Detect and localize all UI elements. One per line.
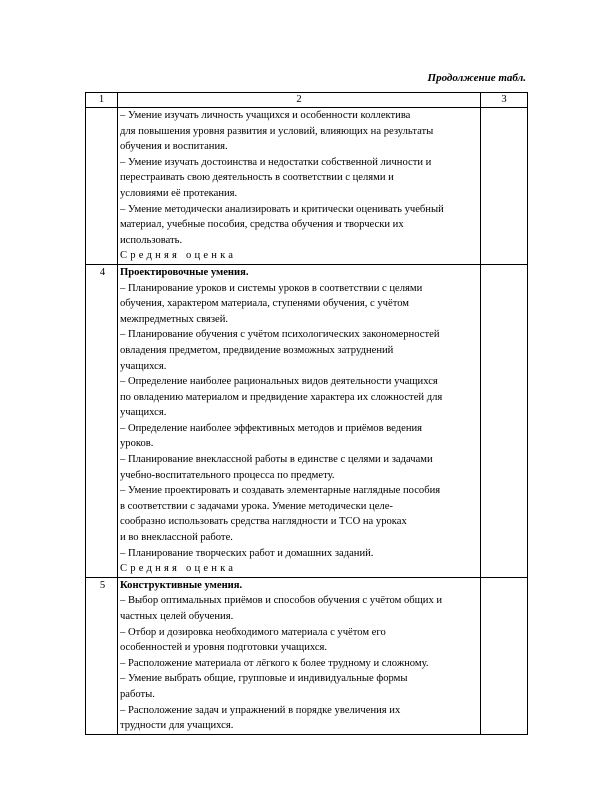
skill-line: – Планирование уроков и системы уроков в соответствии с целями — [120, 282, 423, 294]
row-number: 5 — [86, 577, 118, 734]
skill-line: материал, учебные пособия, средства обучения и творчески их — [120, 219, 404, 231]
skill-line: учащихся. — [120, 360, 167, 372]
row-content — [118, 264, 481, 577]
skill-line: обучения, характером материала, ступенями обучения, с учётом — [120, 298, 410, 310]
skill-line: овладения предметом, предвидение возможных затруднений — [120, 344, 394, 356]
skill-line: – Планирование обучения с учётом психологических закономерностей — [120, 329, 440, 341]
table-header-row — [86, 93, 528, 108]
row-number: 4 — [86, 264, 118, 577]
skill-line: обучения и воспитания. — [120, 141, 228, 153]
skill-line: – Определение наиболее эффективных методов и приёмов ведения — [120, 422, 423, 434]
skill-line: для повышения уровня развития и условий, влияющих на результаты — [120, 125, 434, 137]
skill-line: учащихся. — [120, 407, 167, 419]
skill-line: условиями её протекания. — [120, 187, 238, 199]
skill-line: работы. — [120, 688, 155, 700]
skill-line: и во внеклассной работе. — [120, 532, 233, 544]
skill-line: – Расположение материала от лёгкого к более трудному и сложному. — [120, 657, 429, 669]
skill-line: – Умение выбрать общие, групповые и индивидуальные формы — [120, 673, 408, 685]
column-header-2: 2 — [118, 93, 481, 108]
column-header-3: 3 — [481, 93, 528, 108]
skill-line: межпредметных связей. — [120, 313, 229, 325]
skills-table — [85, 92, 528, 735]
skill-line: – Отбор и дозировка необходимого материала с учётом его — [120, 626, 386, 638]
skill-group-heading: Проектировочные умения. — [120, 266, 249, 278]
skill-line: – Определение наиболее рациональных видов деятельности учащихся — [120, 376, 438, 388]
skill-line: – Умение проектировать и создавать элементарные наглядные пособия — [120, 485, 441, 497]
skill-line: использовать. — [120, 234, 183, 246]
row-content — [118, 108, 481, 265]
row-content — [118, 577, 481, 734]
average-score-label: Средняя оценка — [120, 250, 237, 262]
table-continuation-caption: Продолжение табл. — [427, 72, 526, 84]
row-number — [86, 108, 118, 265]
skill-line: – Умение изучать достоинства и недостатки собственной личности и — [120, 156, 432, 168]
skill-line: перестраивать свою деятельность в соответствии с целями и — [120, 172, 394, 184]
table-row — [86, 577, 528, 734]
skill-line: частных целей обучения. — [120, 611, 234, 622]
skill-line: – Расположение задач и упражнений в порядке увеличения их — [120, 704, 401, 716]
skill-line: – Умение изучать личность учащихся и особенности коллектива — [120, 110, 411, 121]
table-row — [86, 108, 528, 265]
average-score-label: Средняя оценка — [120, 563, 237, 575]
score-cell — [481, 577, 528, 734]
skill-line: – Планирование творческих работ и домашних заданий. — [120, 547, 374, 559]
score-cell — [481, 108, 528, 265]
skill-line: – Планирование внеклассной работы в единстве с целями и задачами — [120, 454, 433, 466]
skill-line: по овладению материалом и предвидение характера их сложностей для — [120, 391, 443, 403]
skill-line: учебно-воспитательного процесса по предмету. — [120, 469, 335, 481]
skill-line: сообразно использовать средства наглядности и ТСО на уроках — [120, 516, 407, 528]
skill-line: трудности для учащихся. — [120, 720, 234, 732]
skill-line: в соответствии с задачами урока. Умение методически целе- — [120, 500, 393, 512]
score-cell — [481, 264, 528, 577]
table-row — [86, 264, 528, 577]
skill-group-heading: Конструктивные умения. — [120, 579, 243, 591]
skill-line: особенностей и уровня подготовки учащихся. — [120, 642, 328, 654]
skill-line: – Умение методически анализировать и критически оценивать учебный — [120, 203, 444, 215]
skill-line: – Выбор оптимальных приёмов и способов обучения с учётом общих и — [120, 595, 443, 607]
column-header-1: 1 — [86, 93, 118, 108]
skill-line: уроков. — [120, 438, 154, 450]
